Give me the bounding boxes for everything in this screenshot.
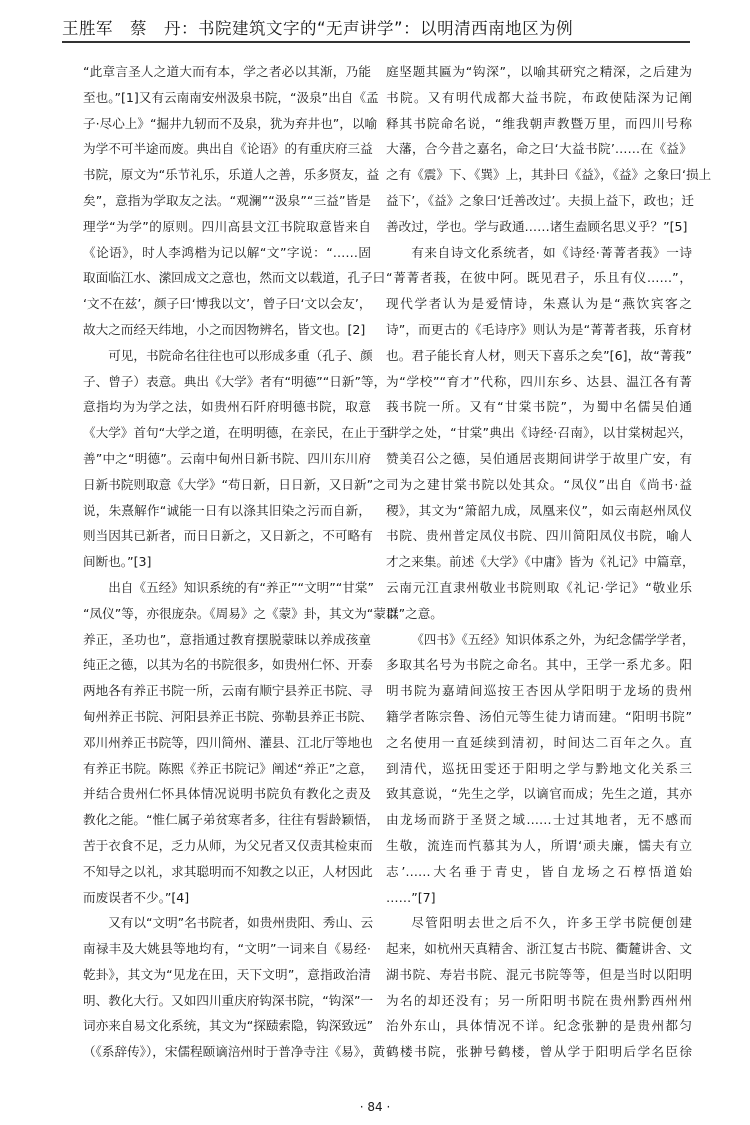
text-line: 尽管阳明去世之后不久，许多王学书院便创建 xyxy=(411,915,692,931)
paragraph xyxy=(386,627,695,911)
text-line: 日新书院则取意《大学》“苟日新，日日新，又日新”之 xyxy=(83,476,386,492)
text-line: ……”[7] xyxy=(386,889,436,905)
text-line: 治外东山，具体情况不详。纪念张翀的是贵州都匀 xyxy=(386,1018,692,1034)
text-line: 书院、贵州普定凤仪书院、四川简阳凤仪书院，喻人 xyxy=(386,528,692,544)
text-line: 明、教化大行。又如四川重庆府钩深书院，“钩深”一 xyxy=(83,992,374,1008)
left-column xyxy=(83,59,399,1065)
text-line: 说，朱熹解作“诚能一日有以涤其旧染之污而自新， xyxy=(83,502,371,518)
text-line: 云南元江直隶州敬业书院则取《礼记·学记》“敬业乐 xyxy=(386,579,692,595)
right-column xyxy=(386,59,712,1065)
text-line: 起来，如杭州天真精舍、浙江复古书院、衢麓讲舍、文 xyxy=(386,941,692,957)
text-line: 有养正书院。陈熙《养正书院记》阐述“养正”之意， xyxy=(83,760,374,776)
text-line: 又有以“文明”名书院者，如贵州贵阳、秀山、云 xyxy=(108,915,374,931)
text-line: “凤仪”等，亦很庞杂。《周易》之《蒙》卦，其文为“蒙以 xyxy=(83,605,399,621)
running-header xyxy=(62,7,690,43)
text-line: 之名使用一直延续到清初，时间达二百年之久。直 xyxy=(386,734,692,750)
text-line: 至也。”[1]又有云南南安州汲泉书院，“汲泉”出自《孟 xyxy=(83,89,379,105)
text-line: 《大学》首句“大学之道，在明明德，在亲民，在止于至 xyxy=(83,425,392,441)
text-line: 庭坚题其匾为“钩深”，以喻其研究之精深，之后建为 xyxy=(386,64,692,79)
text-line: 益下’，《益》之象曰‘迁善改过’。夫损上益下，政也；迁 xyxy=(386,192,694,208)
text-line: 多取其名号为书院之命名。其中，王学一系尤多。阳 xyxy=(386,657,692,673)
text-line: 释其书院命名说，“维我朝声教暨万里，而四川号称 xyxy=(386,115,692,131)
text-line: 诗”，而更古的《毛诗序》则认为是“菁菁者莪，乐育材 xyxy=(386,321,692,337)
page-number: · 84 · xyxy=(359,1100,391,1114)
text-line: 甸州养正书院、河阳县养正书院、弥勒县养正书院、 xyxy=(83,708,373,724)
text-line: 善”中之“明德”。云南中甸州日新书院、四川东川府 xyxy=(83,450,371,466)
text-line: 词亦来自易文化系统，其文为“探赜索隐，钩深致远” xyxy=(83,1018,374,1034)
text-line: 两地各有养正书院一所，云南有顺宁县养正书院、寻 xyxy=(83,683,373,699)
text-line: 苦于衣食不足，乏力从师，为父兄者又仅责其检束而 xyxy=(83,837,373,853)
text-line: ‘文不在兹’，颜子曰‘博我以文’，曾子曰‘文以会友’， xyxy=(83,296,372,312)
text-line: 志’……大名垂于青史，皆自龙场之石椁悟道始 xyxy=(386,863,692,879)
running-header-title: 王胜军 蔡 丹：书院建筑文字的“无声讲学”：以明清西南地区为例 xyxy=(62,19,574,38)
text-line: 《四书》《五经》知识体系之外，为纪念儒学学者， xyxy=(411,631,695,647)
paragraph xyxy=(83,343,392,575)
text-line: 致其意说，“先生之学，以谪官而成；先生之道，其亦 xyxy=(386,786,692,802)
text-line: 教化之能。“惟仁属子弟贫寒者多，往往有髫龄颖悟， xyxy=(83,812,380,828)
text-line: “菁菁者莪，在彼中阿。既见君子，乐且有仪……”， xyxy=(386,270,692,286)
text-line: 南禄丰及大姚县等地均有，“文明”一词来自《易经· xyxy=(83,941,371,957)
paragraph xyxy=(386,59,712,240)
text-line: 矣”，意指为学取友之法。“观澜”“汲泉”“三益”皆是 xyxy=(83,192,371,208)
text-line: 湖书院、寿岩书院、混元书院等等，但是当时以阳明 xyxy=(386,966,692,982)
text-line: 大藩，合今昔之嘉名，命之曰‘大益书院’……在《益》 xyxy=(386,141,692,157)
text-line: 《论语》，时人李鸿楷为记以解“文”字说：“……固 xyxy=(83,244,371,260)
text-line: 为“学校”“育才”代称，四川东乡、达县、温江各有菁 xyxy=(386,373,692,389)
text-line: 故大之而经天纬地，小之而因物辨名，皆文也。[2] xyxy=(83,321,366,337)
text-line: 取面临江水、潆回成文之意也，然而文以载道，孔子曰 xyxy=(83,270,386,286)
text-line: 子·尽心上》“掘井九轫而不及泉，犹为弃井也”，以喻 xyxy=(83,115,378,131)
paragraph xyxy=(83,59,386,343)
text-line: 不知导之以礼，求其聪明而不知教之以正，人材因此 xyxy=(83,863,373,879)
text-line: 出自《五经》知识系统的有“养正”“文明”“甘棠” xyxy=(108,579,375,595)
text-line: 鹤楼书院，张翀号鹤楼，曾从学于阳明后学名臣徐 xyxy=(386,1044,692,1060)
text-line: 由龙场而跻于圣贤之域……士过其地者，无不感而 xyxy=(386,812,692,828)
text-line: （《系辞传》），宋儒程颐谪涪州时于普净寺注《易》，黄 xyxy=(83,1044,386,1060)
text-line: 群”之意。 xyxy=(386,605,443,621)
text-line: 书院，原文为“乐节礼乐，乐道人之善，乐多贤友，益 xyxy=(83,167,380,183)
text-line: 间断也。”[3] xyxy=(83,554,152,570)
paragraph xyxy=(386,240,695,627)
text-line: 生敬，流连而忾慕其为人，所谓‘顽夫廉，懦夫有立 xyxy=(386,837,692,853)
text-line: 籍学者陈宗鲁、汤伯元等生徒力请而建。“阳明书院” xyxy=(386,708,692,724)
text-line: 赞美召公之德，吴伯通居丧期间讲学于故里广安，有 xyxy=(386,450,692,466)
text-line: 有来自诗文化系统者，如《诗经·菁菁者莪》一诗 xyxy=(411,244,692,260)
text-line: 稷》，其文为“箫韶九成，凤凰来仪”，如云南赵州凤仪 xyxy=(386,502,692,518)
text-line: 书院。又有明代成都大益书院，布政使陆深为记阐 xyxy=(386,89,692,105)
text-line: 并结合贵州仁怀具体情况说明书院负有教化之责及 xyxy=(83,786,371,802)
text-line: 乾卦》，其文为“见龙在田，天下文明”，意指政治清 xyxy=(83,966,371,982)
text-line: 明书院为嘉靖间巡按王杏因从学阳明于龙场的贵州 xyxy=(386,683,692,699)
text-line: 善改过，学也。学与政通……诸生盍顾名思义乎？”[5] xyxy=(386,218,688,234)
text-line: 可见，书院命名往往也可以形成多重（孔子、颜 xyxy=(108,347,373,363)
paragraph xyxy=(83,575,399,910)
paragraph xyxy=(386,910,692,1065)
text-line: 邓川州养正书院等，四川简州、灌县、江北厅等地也 xyxy=(83,734,373,750)
text-line: 之有《震》下、《巽》上，其卦曰《益》，《益》之象曰‘损上 xyxy=(386,167,712,183)
text-line: 现代学者认为是爱情诗，朱熹认为是“燕饮宾客之 xyxy=(386,296,692,312)
text-line: 而废误者不少。”[4] xyxy=(83,889,190,905)
text-line: 为名的却还没有；另一所阳明书院在贵州黔西州州 xyxy=(386,992,692,1008)
text-line: 司为之建甘棠书院以处其众。“凤仪”出自《尚书·益 xyxy=(386,476,692,492)
text-line: 纯正之德，以其为名的书院很多，如贵州仁怀、开泰 xyxy=(83,657,373,673)
text-line: 莪书院一所。又有“甘棠书院”，为蜀中名儒吴伯通 xyxy=(386,399,692,415)
text-line: 理学“为学”的原则。四川高县文江书院取意皆来自 xyxy=(83,218,371,234)
text-line: 也。君子能长育人材，则天下喜乐之矣”[6]，故“菁莪” xyxy=(386,347,692,363)
text-line: 意指均为为学之法，如贵州石阡府明德书院，取意 xyxy=(83,399,371,415)
text-line: “此章言圣人之道大而有本，学之者必以其渐，乃能 xyxy=(83,64,371,79)
text-line: 到清代，巡抚田雯还于阳明之学与黔地文化关系三 xyxy=(386,760,692,776)
text-line: 子、曾子）表意。典出《大学》者有“明德”“日新”等， xyxy=(83,373,387,389)
text-line: 才之来集。前述《大学》《中庸》皆为《礼记》中篇章， xyxy=(386,554,695,570)
text-line: 讲学之处，“甘棠”典出《诗经·召南》，以甘棠树起兴， xyxy=(386,425,692,441)
text-line: 为学不可半途而废。典出自《论语》的有重庆府三益 xyxy=(83,141,373,157)
paragraph xyxy=(83,910,386,1065)
text-line: 则当因其已新者，而日日新之，又日新之，不可略有 xyxy=(83,528,373,544)
text-line: 养正，圣功也”，意指通过教育摆脱蒙昧以养成孩童 xyxy=(83,631,371,647)
